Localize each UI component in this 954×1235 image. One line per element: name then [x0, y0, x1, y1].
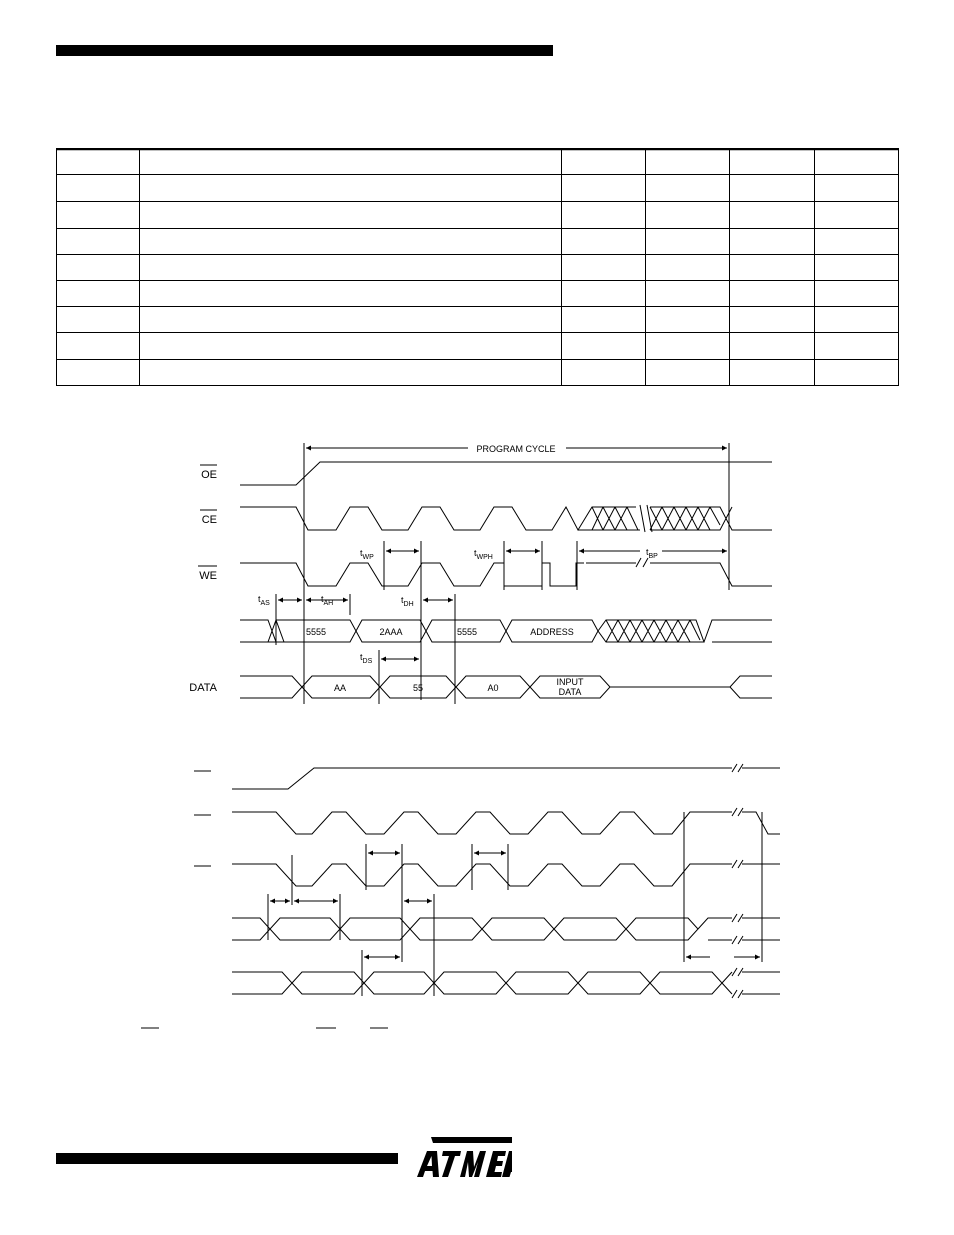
t-ds-label: $t_{DS}$ — [360, 652, 373, 665]
atmel-logo — [413, 1137, 512, 1181]
oe-label: OE — [201, 469, 217, 481]
data-1: AA — [333, 683, 347, 693]
t-wph-label: $t_{WPH}$ — [474, 548, 493, 561]
addr-2: 2AAA — [379, 627, 403, 637]
ce-label: CE — [201, 514, 217, 526]
program-cycle-label: PROGRAM CYCLE — [476, 444, 556, 454]
program-cycle-diagram — [189, 443, 772, 704]
t-dh-label: $t_{DH}$ — [401, 595, 414, 608]
data-3: A0 — [487, 683, 499, 693]
t-ah-label: $t_{AH}$ — [321, 594, 334, 607]
t-as-label: $t_{AS}$ — [258, 594, 270, 607]
addr-4: ADDRESS — [530, 627, 574, 637]
second-timing-diagram — [141, 764, 780, 1028]
input-data-1: INPUT — [556, 677, 584, 687]
data-label: DATA — [189, 682, 217, 694]
addr-1: 5555 — [305, 627, 327, 637]
addr-3: 5555 — [456, 627, 478, 637]
t-wp-label: $t_{WP}$ — [360, 548, 374, 561]
input-data-2: DATA — [558, 687, 582, 697]
footer-rule — [56, 1153, 398, 1164]
data-2: 55 — [412, 683, 424, 693]
t-bp-label: $t_{BP}$ — [646, 547, 658, 560]
we-label: WE — [199, 570, 217, 582]
